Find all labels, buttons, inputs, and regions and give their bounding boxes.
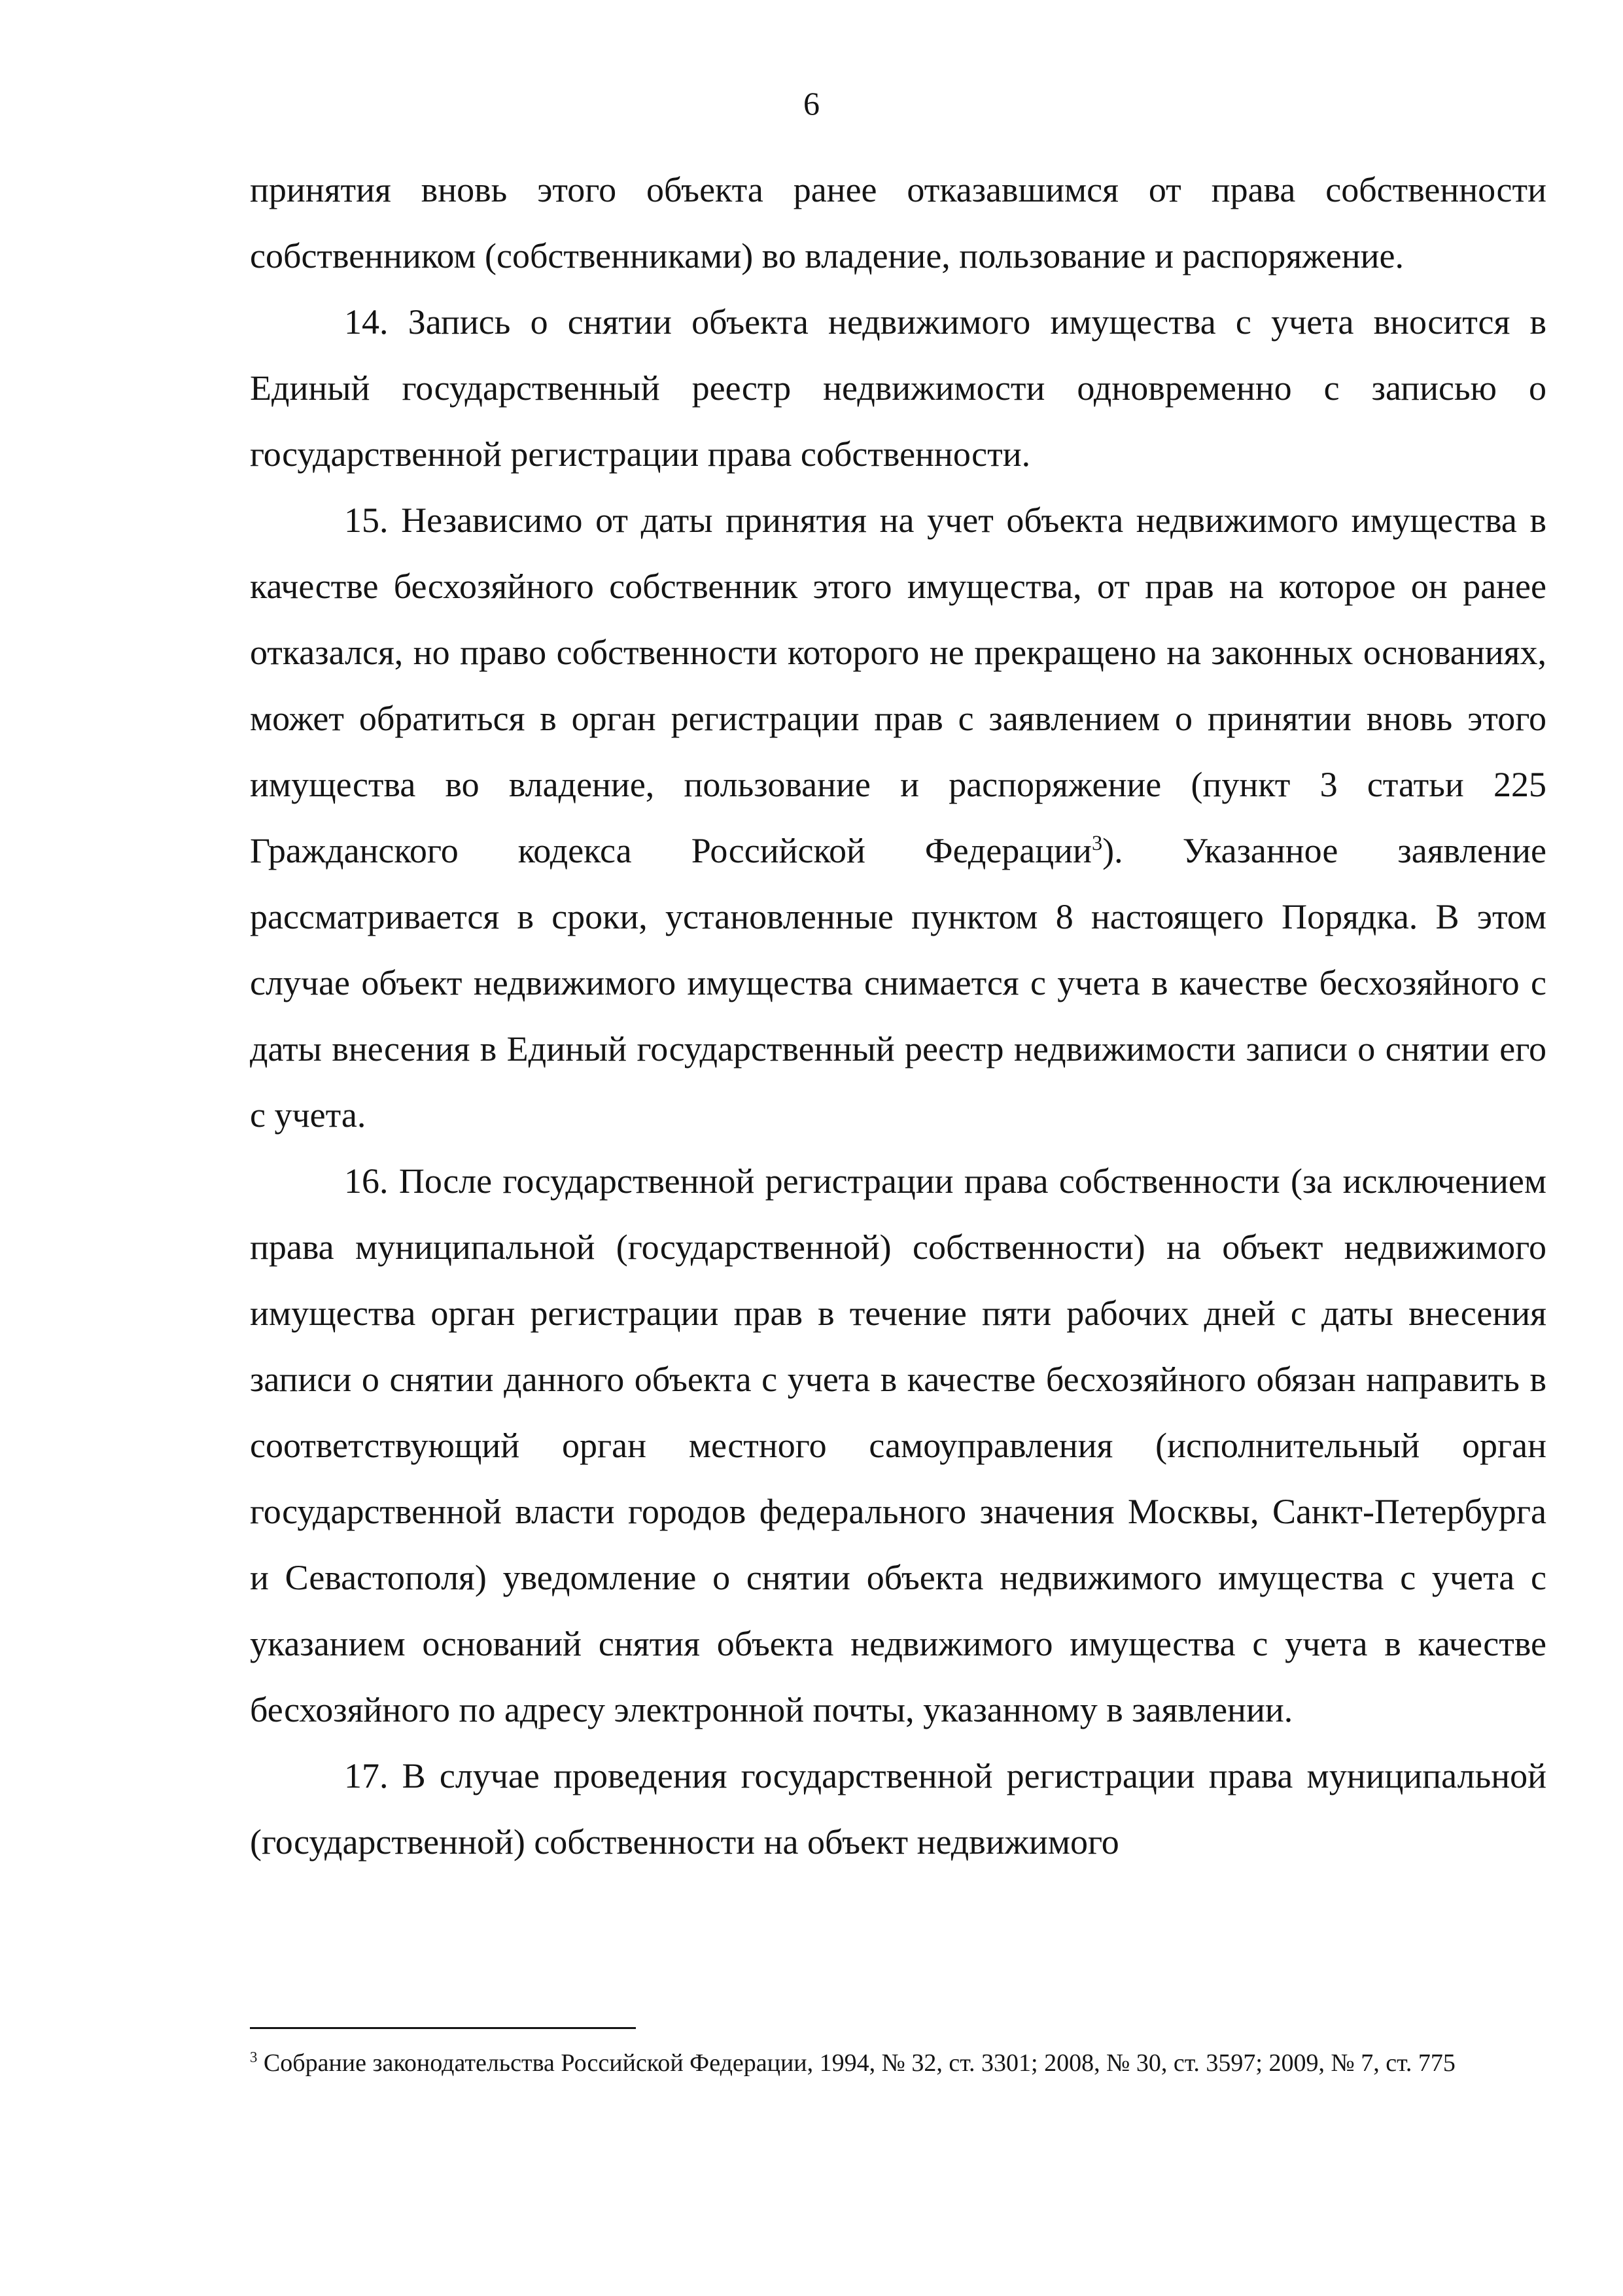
paragraph-15-text-after: ). Указанное заявление рассматривается в сроки, установленные пунктом 8 настоящего Порядка. В этом случае объект недвижимого имущества снимается с учета в качестве бесхозяйного с даты внесения в Единый государственный реестр недвижимости записи о снятии его с учета. (250, 831, 1546, 1135)
page-number: 6 (803, 85, 820, 122)
paragraph-continuation: принятия вновь этого объекта ранее отказавшимся от права собственности собственником (собственниками) во владение, пользование и распоряжение. (250, 170, 1546, 275)
paragraph-17: 17. В случае проведения государственной регистрации права муниципальной (государственной) собственности на объект недвижимого (250, 1756, 1546, 1862)
paragraph-15-text-before: 15. Независимо от даты принятия на учет объекта недвижимого имущества в качестве бесхозяйного собственник этого имущества, от прав на которое он ранее отказался, но право собственности которого не прекращено на законных основаниях, может обратиться в орган регистрации прав с заявлением о принятии вновь этого имущества во владение, пользование и распоряжение (пункт 3 статьи 225 Гражданского кодекса Российской Федерации (250, 501, 1546, 870)
paragraph-14: 14. Запись о снятии объекта недвижимого имущества с учета вносится в Единый государственный реестр недвижимости одновременно с записью о государственной регистрации права собственности. (250, 302, 1546, 474)
paragraph-16: 16. После государственной регистрации права собственности (за исключением права муниципальной (государственной) собственности) на объект недвижимого имущества орган регистрации прав в течение пяти рабочих дней с даты внесения записи о снятии данного объекта с учета в качестве бесхозяйного обязан направить в соответствующий орган местного самоуправления (исполнительный орган государственной власти городов федерального значения Москвы, Санкт-Петербурга и Севастополя) уведомление о снятии объекта недвижимого имущества с учета с указанием оснований снятия объекта недвижимого имущества с учета в качестве бесхозяйного по адресу электронной почты, указанному в заявлении. (250, 1161, 1546, 1729)
paragraph-15 (250, 487, 1546, 1148)
footnote-separator (250, 2027, 636, 2029)
footnote-text: Собрание законодательства Российской Федерации, 1994, № 32, ст. 3301; 2008, № 30, ст. 3597; 2009, № 7, ст. 775 (263, 2049, 1456, 2077)
document-body (250, 157, 1546, 1875)
footnote-marker: 3 (250, 2049, 258, 2066)
footnote (250, 2048, 1546, 2078)
footnote-reference[interactable]: 3 (1091, 832, 1103, 855)
